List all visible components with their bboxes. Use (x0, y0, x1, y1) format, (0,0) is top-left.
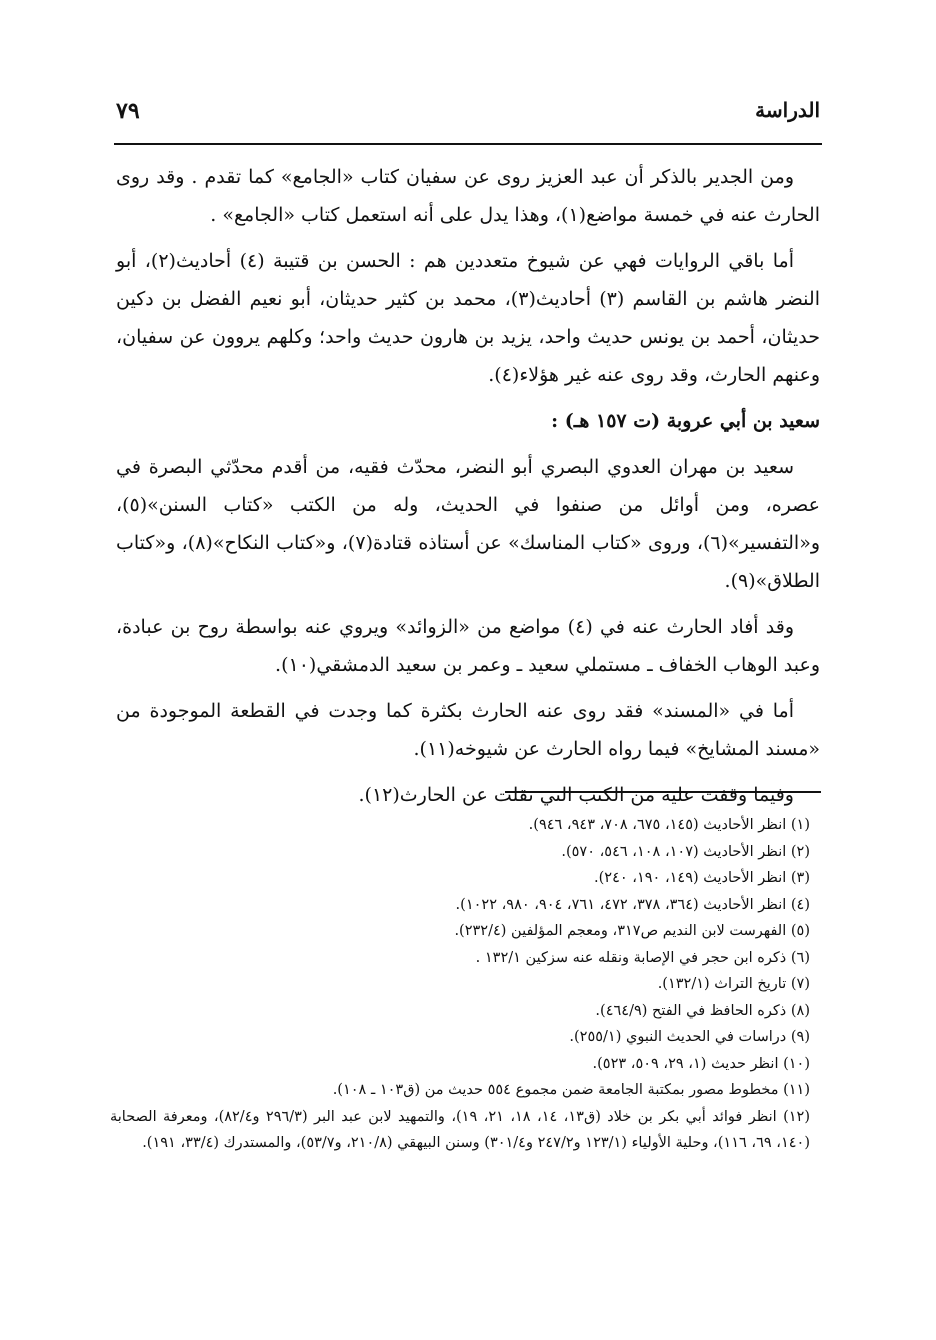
paragraph: أما باقي الروايات فهي عن شيوخ متعددين هم : الحسن بن قتيبة (٤) أحاديث(٢)، أبو النضر هاشم بن القاسم (٣) أحاديث(٣)، محمد بن كثير حديثان، أبو نعيم الفضل بن دكين حديثان، أحمد بن يونس حديث واحد، يزيد بن هارون حديث واحد؛ وكلهم يروون عن سفيان، وعنهم الحارث، وقد روى عنه غير هؤلاء(٤). (116, 250, 820, 386)
header-rule (114, 143, 822, 145)
footnote-separator (505, 791, 821, 793)
footnote: (٧) تاريخ التراث (١٣٢/١). (657, 976, 810, 992)
paragraph: أما في «المسند» فقد روى عنه الحارث بكثرة كما وجدت في القطعة الموجودة من «مسند المشايخ» فيما رواه الحارث عن شيوخه(١١). (116, 700, 820, 760)
paragraph: وقد أفاد الحارث عنه في (٤) مواضع من «الزوائد» ويروي عنه بواسطة روح بن عبادة، وعبد الوهاب الخفاف ـ مستملي سعيد ـ وعمر بن سعيد الدمشقي(١٠). (116, 616, 820, 676)
section-heading: سعيد بن أبي عروبة (ت ١٥٧ هـ) : (551, 410, 820, 432)
main-text (116, 158, 820, 822)
paragraph: وفيما وقفت عليه من الكتب التي نقلت عن الحارث(١٢). (358, 784, 794, 806)
paragraph: سعيد بن مهران العدوي البصري أبو النضر، محدّث فقيه، من أقدم محدّثي البصرة في عصره، ومن أوائل من صنفوا في الحديث، وله من الكتب «كتاب السنن»(٥)، و«التفسير»(٦)، وروى «كتاب المناسك» عن أستاذه قتادة(٧)، و«كتاب النكاح»(٨)، و«كتاب الطلاق»(٩). (116, 456, 821, 592)
footnote: (٩) دراسات في الحديث النبوي (٢٥٥/١). (569, 1029, 810, 1045)
footnote: (٤) انظر الأحاديث (٣٦٤، ٣٧٨، ٤٧٢، ٧٦١، ٩٠٤، ٩٨٠، ١٠٢٢). (455, 896, 810, 913)
footnote: (٢) انظر الأحاديث (١٠٧، ١٠٨، ٥٤٦، ٥٧٠). (561, 843, 810, 860)
footnote: (١٠) انظر حديث (١، ٢٩، ٥٠٩، ٥٢٣). (592, 1055, 810, 1072)
footnote: (١) انظر الأحاديث (١٤٥، ٦٧٥، ٧٠٨، ٩٤٣، ٩٤٦). (528, 817, 810, 833)
footnote: (٣) انظر الأحاديث (١٤٩، ١٩٠، ٢٤٠). (594, 870, 810, 886)
footnote: (٨) ذكره الحافظ في الفتح (٤٦٤/٩). (595, 1002, 810, 1019)
footnote: (٥) الفهرست لابن النديم ص٣١٧، ومعجم المؤلفين (٢٣٢/٤). (454, 923, 810, 939)
footnotes (110, 812, 820, 1157)
footnote: (١٢) انظر فوائد أبي بكر بن خلاد (ق١٣، ١٤، ١٨، ٢١، ١٩)، والتمهيد لابن عبد البر (٢٩٦/٣ و٨٢/٤)، ومعرفة الصحابة (١٤٠، ٦٩، ١١٦)، وحلية الأولياء (١٢٣/١ و٢٤٧/٢ و٣٠١/٤) وسنن البيهقي (٢١٠/٨، و٥٣/٧)، والمستدرك (٣٣/٤، ١٩١). (110, 1108, 810, 1151)
page-header (116, 96, 820, 130)
page-number: ٧٩ (116, 98, 140, 124)
running-title: الدراسة (755, 98, 820, 122)
footnote: (١١) مخطوط مصور بمكتبة الجامعة ضمن مجموع ٥٥٤ حديث من (ق١٠٣ ـ ١٠٨). (332, 1082, 810, 1098)
paragraph: ومن الجدير بالذكر أن عبد العزيز روى عن سفيان كتاب «الجامع» كما تقدم . وقد روى الحارث عنه في خمسة مواضع(١)، وهذا يدل على أنه استعمل كتاب «الجامع» . (116, 166, 820, 226)
footnote: (٦) ذكره ابن حجر في الإصابة ونقله عنه سزكين ١٣٢/١ . (475, 949, 810, 966)
